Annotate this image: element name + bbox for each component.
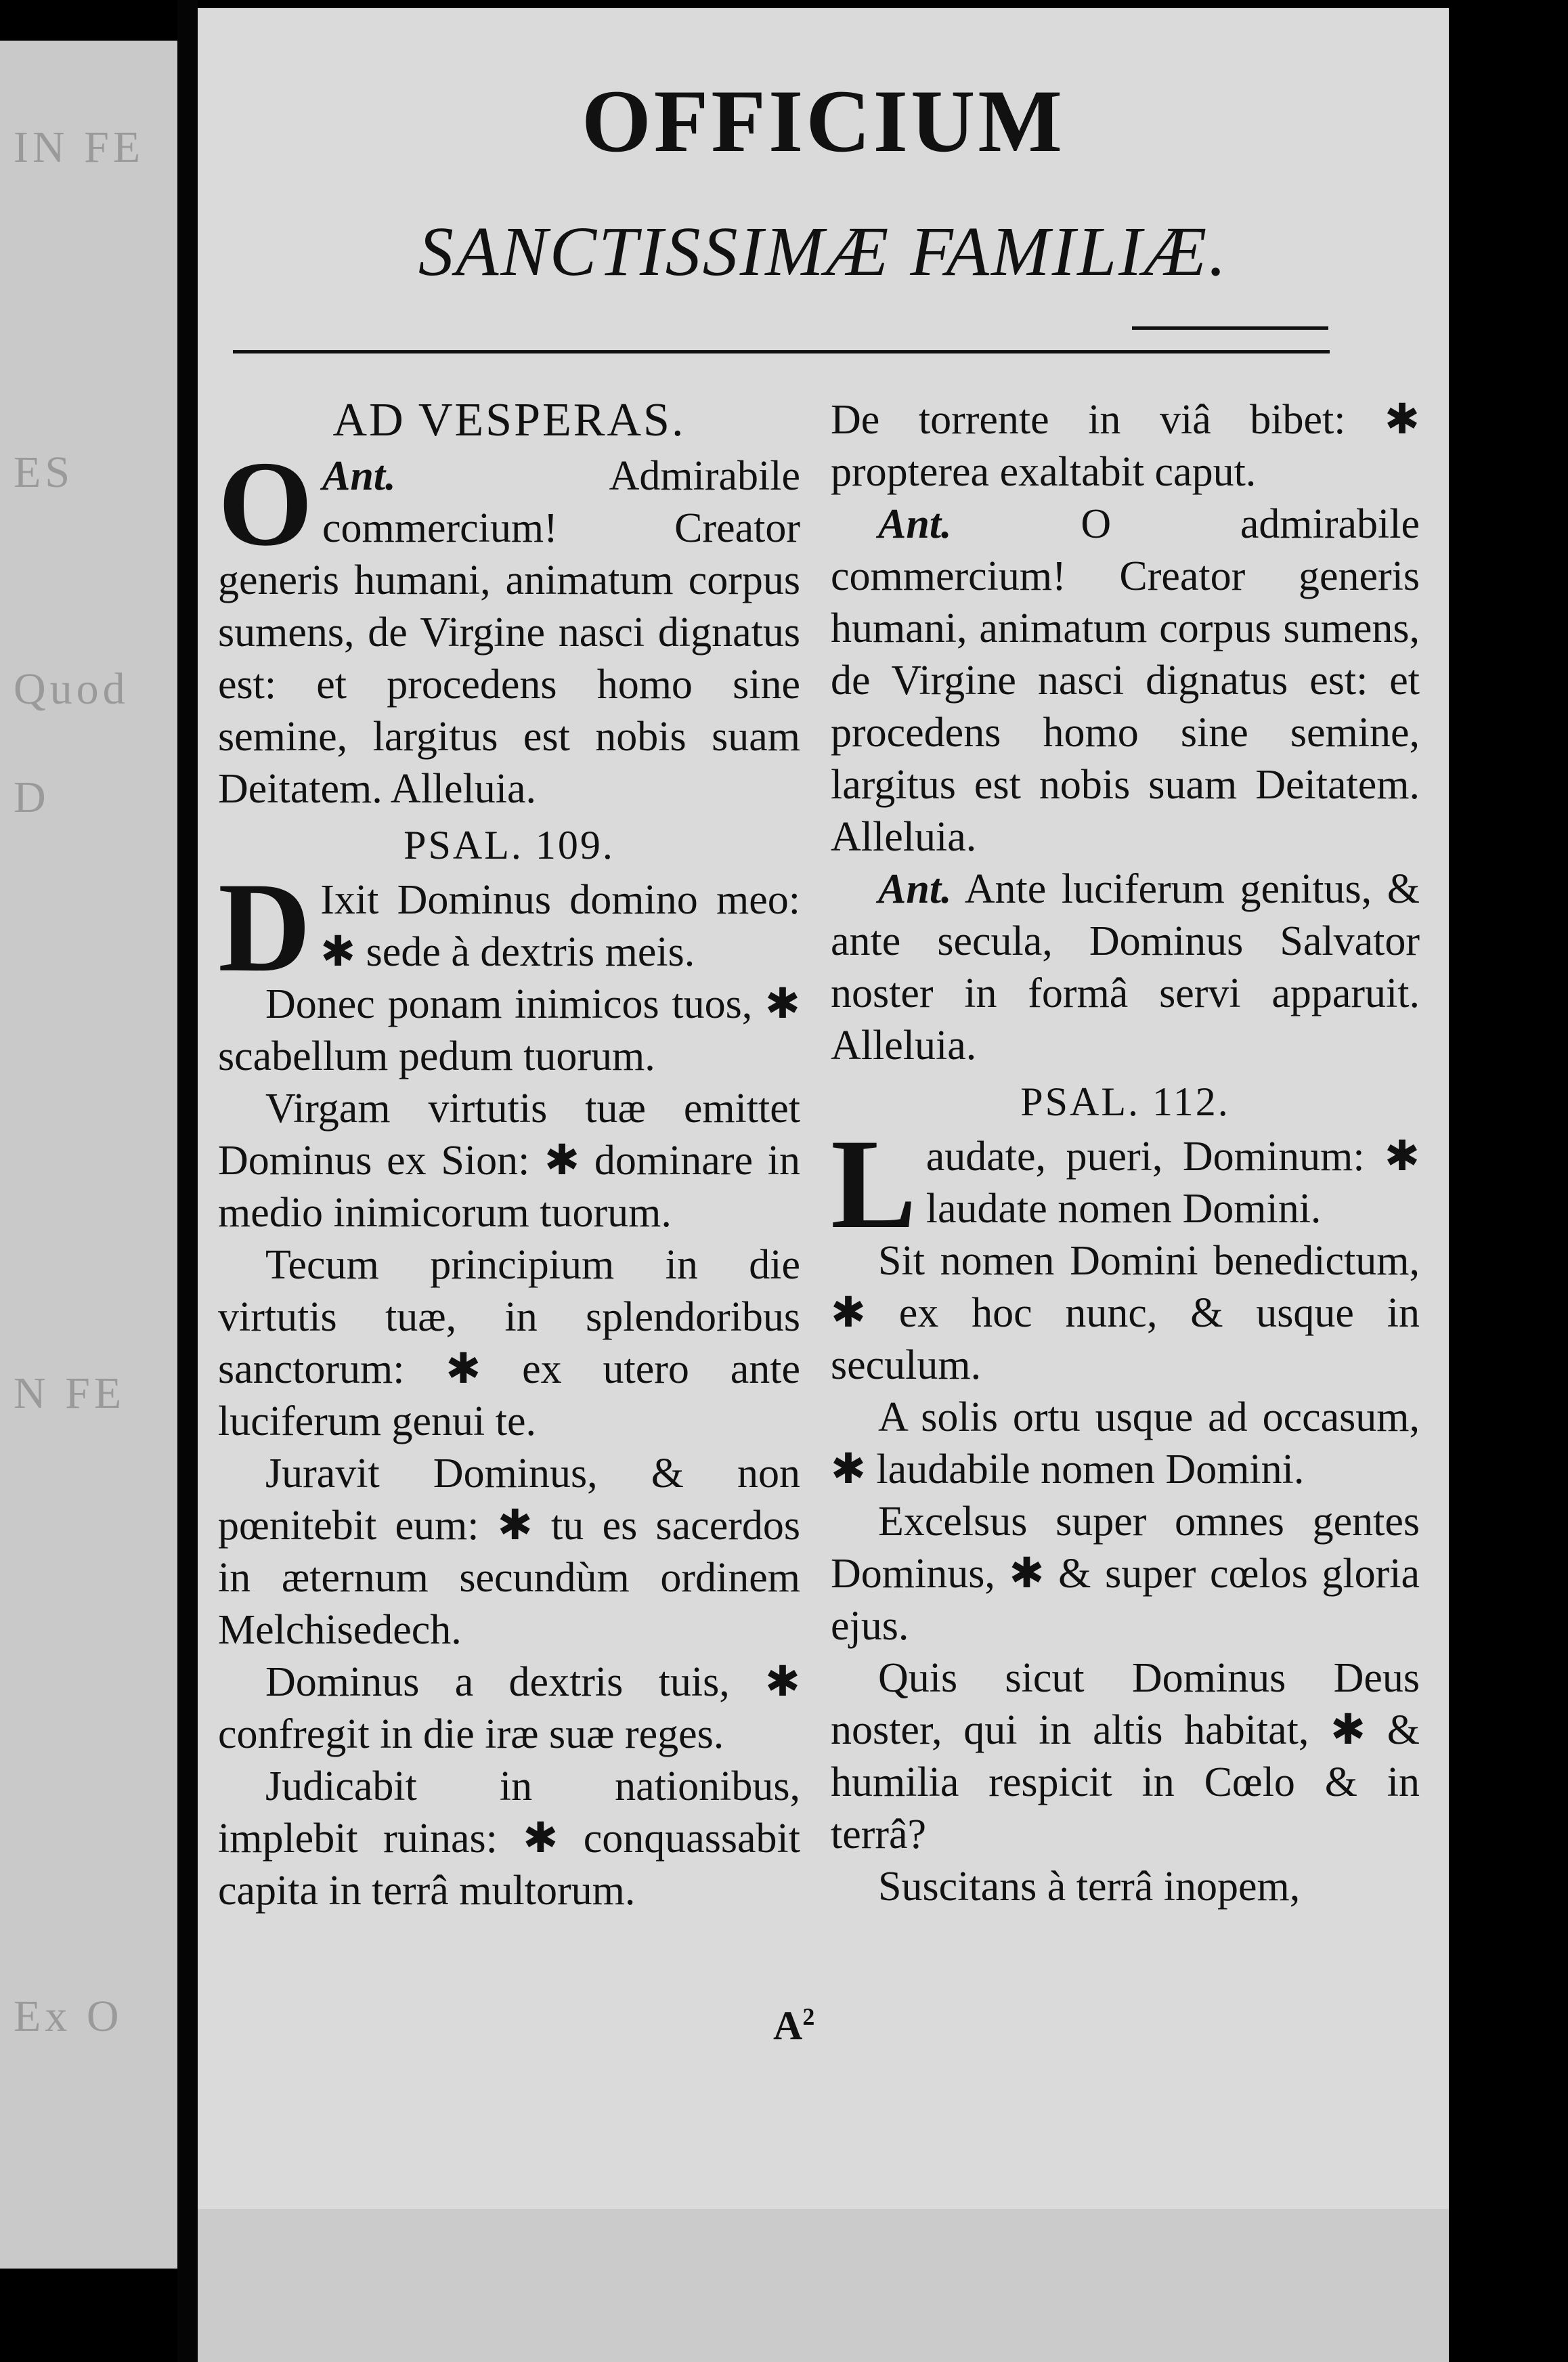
psalm-first-verse	[218, 857, 800, 999]
psalm-verse: Tecum principium in die virtutis tuæ, in splendoribus sanctorum: ✱ ex utero ante luciferum genui te.	[218, 1242, 800, 1444]
prev-page-fragment: Ex O	[14, 1992, 123, 2041]
psalm-verse: A solis ortu usque ad occasum, ✱ laudabile nomen Domini.	[831, 1394, 1420, 1493]
drop-cap: O	[218, 436, 313, 571]
page-subtitle: SANCTISSIMÆ FAMILIÆ.	[418, 213, 1229, 291]
psalm-verse: Juravit Dominus, & non pœnitebit eum: ✱ tu es sacerdos in æternum secundùm ordinem Melchisedech.	[218, 1451, 800, 1653]
psalm-verse: Sit nomen Domini benedictum, ✱ ex hoc nunc, & usque in seculum.	[831, 1238, 1420, 1388]
verse-text: audate, pueri, Dominum: ✱ laudate nomen Domini.	[925, 1134, 1420, 1232]
drop-cap: L	[831, 1113, 917, 1255]
signature-letter: A	[773, 2003, 803, 2048]
page-bottom-margin	[198, 2209, 1449, 2362]
antiphon-label: Ant.	[878, 866, 952, 912]
antiphon-text: O admirabile commercium! Creator generis humani, animatum corpus sumens, de Virgine nasci dignatus est: et procedens homo sine semine, largitus est nobis suam Deitatem. Alleluia.	[831, 501, 1420, 860]
book-gutter	[177, 0, 198, 2362]
antiphon	[831, 863, 1420, 1072]
book-page	[198, 8, 1449, 2209]
psalm-verse: Donec ponam inimicos tuos, ✱ scabellum pedum tuorum.	[218, 981, 800, 1079]
psalm-first-verse	[831, 1113, 1420, 1255]
title-rule	[233, 350, 1330, 353]
title-rule-flourish	[1132, 326, 1328, 330]
psalm-verse: Judicabit in nationibus, implebit ruinas: ✱ conquassabit capita in terrâ multorum.	[218, 1763, 800, 1914]
psalm-verse: Excelsus super omnes gentes Dominus, ✱ & super cœlos gloria ejus.	[831, 1499, 1420, 1649]
prev-page-fragment: ES	[14, 448, 74, 497]
prev-page-fragment: IN FE	[14, 123, 145, 172]
psalm-heading: PSAL. 109.	[404, 823, 615, 867]
antiphon-text: Ante luciferum genitus, & ante secula, Dominus Salvator noster in formâ servi apparuit. Alleluia.	[831, 866, 1420, 1069]
previous-page-bleed	[0, 41, 177, 2269]
psalm-verse: Suscitans à terrâ inopem,	[878, 1864, 1301, 1910]
psalm-heading: PSAL. 112.	[1020, 1079, 1230, 1124]
antiphon-label: Ant.	[878, 501, 952, 547]
verse-text: Ixit Dominus domino meo: ✱ sede à dextris meis.	[320, 877, 800, 975]
signature-number: 2	[802, 2003, 815, 2030]
scan-border	[1449, 0, 1568, 2362]
psalm-verse: Virgam virtutis tuæ emittet Dominus ex Sion: ✱ dominare in medio inimicorum tuorum.	[218, 1086, 800, 1236]
psalm-verse: Quis sicut Dominus Deus noster, qui in altis habitat, ✱ & humilia respicit in Cœlo & in terrâ?	[831, 1655, 1420, 1858]
signature-mark	[773, 2002, 814, 2049]
prev-page-fragment: D	[14, 773, 50, 822]
antiphon	[218, 436, 800, 815]
antiphon	[831, 498, 1420, 863]
left-column	[218, 394, 800, 1917]
psalm-verse: De torrente in viâ bibet: ✱ propterea exaltabit caput.	[831, 397, 1420, 495]
page-title: OFFICIUM	[582, 71, 1065, 171]
prev-page-fragment: N FE	[14, 1369, 126, 1418]
drop-cap: D	[218, 857, 311, 999]
prev-page-fragment: Quod	[14, 664, 129, 714]
antiphon-label: Ant.	[322, 453, 396, 499]
psalm-verse: Dominus a dextris tuis, ✱ confregit in die iræ suæ reges.	[218, 1659, 800, 1757]
section-heading: AD VESPERAS.	[332, 394, 686, 446]
antiphon-text: Admirabile commercium! Creator generis humani, animatum corpus sumens, de Virgine nasci dignatus est: et procedens homo sine semine, largitus est nobis suam Deitatem. Alleluia.	[218, 453, 800, 812]
right-column	[831, 394, 1420, 1913]
